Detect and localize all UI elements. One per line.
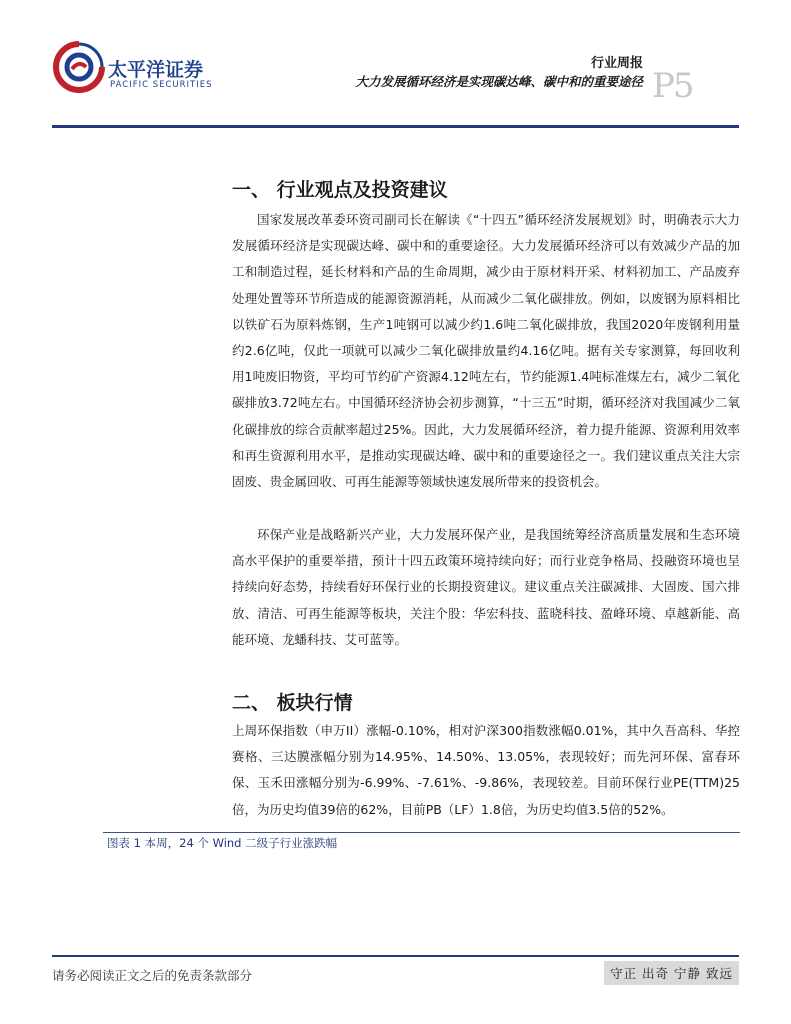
- paragraph-circular-economy: 国家发展改革委环资司副司长在解读《“十四五”循环经济发展规划》时，明确表示大力发展循环经济是实现碳达峰、碳中和的重要途径。大力发展循环经济可以有效减少产品的加工和制造过程，延长材料和产品的生命周期，减少由于原材料开采、材料初加工、产品废弃处理处置等环节所造成的能源资源消耗，从而减少二氧化碳排放。例如，以废钢为原料相比以铁矿石为原料炼钢，生产1吨钢可以减少约1.6吨二氧化碳排放，我国2020年废钢利用量约2.6亿吨，仅此一项就可以减少二氧化碳排放量约4.16亿吨。据有关专家测算，每回收利用1吨废旧物资，平均可节约矿产资源4.12吨左右，节约能源1.4吨标准煤左右，减少二氧化碳排放3.72吨左右。中国循环经济协会初步测算，“十三五”时期，循环经济对我国减少二氧化碳排放的综合贡献率超过25%。因此，大力发展循环经济，着力提升能源、资源利用效率和再生资源利用水平，是推动实现碳达峰、碳中和的重要途径之一。我们建议重点关注大宗固废、贵金属回收、可再生能源等领域快速发展所带来的投资机会。: [232, 212, 740, 490]
- pacific-securities-logo-icon: [52, 40, 106, 94]
- section-title-sector-market: 二、 板块行情: [232, 692, 353, 714]
- figure-caption: 图表 1 本周，24 个 Wind 二级子行业涨跌幅: [103, 832, 740, 852]
- logo-chinese-name: 太平洋证券: [108, 59, 204, 81]
- logo-english-name: PACIFIC SECURITIES: [110, 80, 213, 90]
- footer-divider: [52, 955, 739, 957]
- page-header: [0, 0, 791, 130]
- paragraph-environmental-industry: 环保产业是战略新兴产业，大力发展环保产业，是我国统筹经济高质量发展和生态环境高水平保护的重要举措，预计十四五政策环境持续向好；而行业竞争格局、投融资环境也呈持续向好态势，持续看好环保行业的长期投资建议。建议重点关注碳减排、大固废、国六排放、清洁、可再生能源等板块，关注个股：华宏科技、蓝晓科技、盈峰环境、卓越新能、高能环境、龙蟠科技、艾可蓝等。: [232, 527, 740, 647]
- report-title: 大力发展循环经济是实现碳达峰、碳中和的重要途径: [355, 74, 643, 89]
- section-title-investment-advice: 一、 行业观点及投资建议: [232, 179, 448, 201]
- page-number: P5: [652, 66, 693, 106]
- paragraph-sector-performance: 上周环保指数（申万II）涨幅-0.10%，相对沪深300指数涨幅0.01%，其中久吾高科、华控赛格、三达膜涨幅分别为14.95%、14.50%、13.05%，表现较好；而先河环保、富春环保、玉禾田涨幅分别为-6.99%、-7.61%、-9.86%，表现较差。目前环保行业PE(TTM)25倍，为历史均值39倍的62%，目前PB（LF）1.8倍，为历史均值3.5倍的52%。: [232, 723, 740, 817]
- footer-slogan: 守正 出奇 宁静 致远: [604, 961, 739, 985]
- header-divider: [52, 125, 739, 128]
- footer-disclaimer: 请务必阅读正文之后的免责条款部分: [52, 968, 253, 983]
- report-type: 行业周报: [590, 56, 643, 71]
